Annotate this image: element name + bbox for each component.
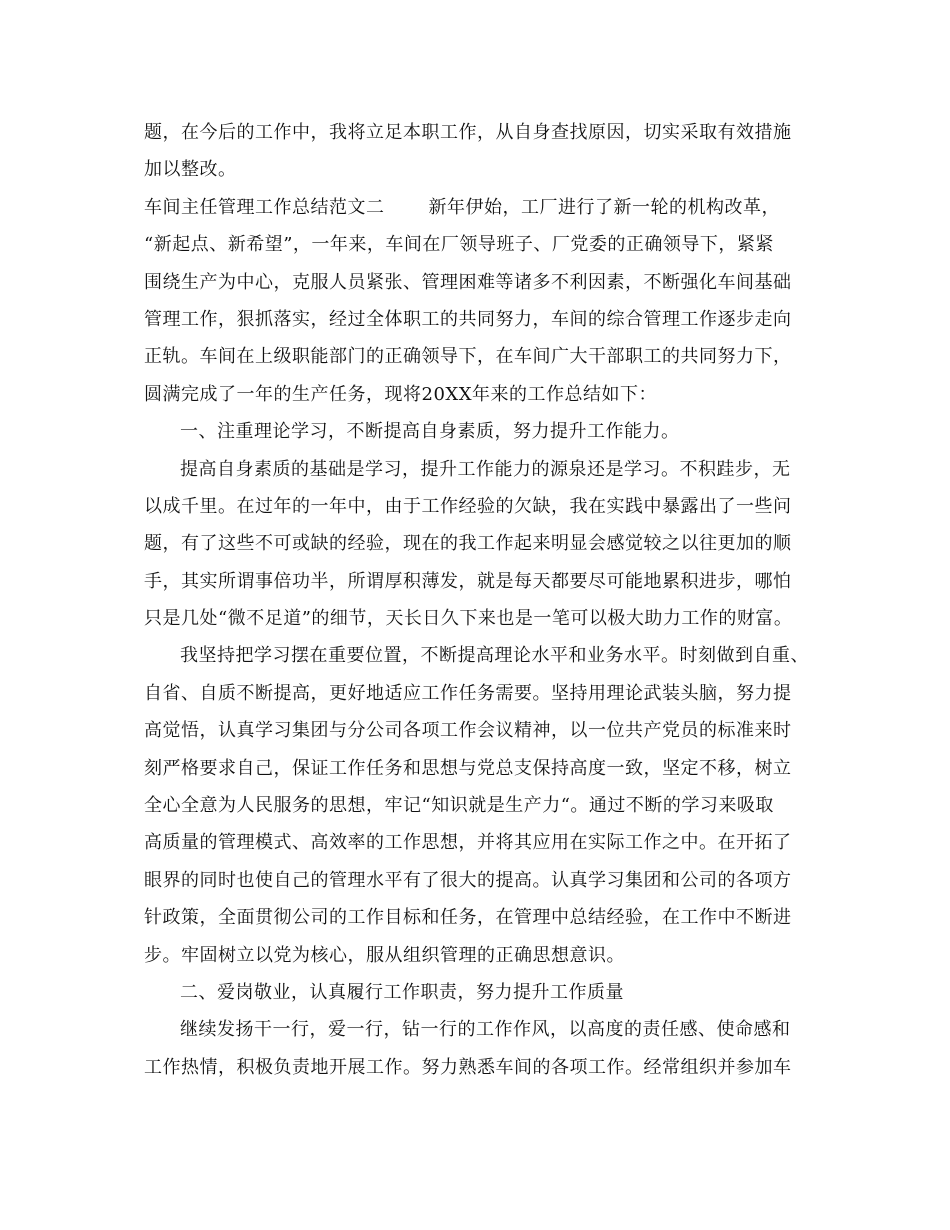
text-line: “新起点、新希望”，一年来，车间在厂领导班子、厂党委的正确领导下，紧紧 [144,234,774,256]
heading-one: 一、注重理论学习，不断提高自身素质，努力提升工作能力。 [180,421,680,443]
text-line: 高觉悟，认真学习集团与分公司各项工作会议精神，以一位共产党员的标准来时 [144,720,792,742]
text-line: 正轨。车间在上级职能部门的正确领导下，在车间广大干部职工的共同努力下， [144,346,792,368]
text-line: 眼界的同时也使自己的管理水平有了很大的提高。认真学习集团和公司的各项方 [144,869,792,891]
text-line: 继续发扬干一行，爱一行，钻一行的工作作风，以高度的责任感、使命感和 [180,1019,791,1041]
text-line: 只是几处“微不足道”的细节，天长日久下来也是一笔可以极大助力工作的财富。 [144,608,793,630]
text-line: 全心全意为人民服务的思想，牢记“知识就是生产力“。通过不断的学习来吸取 [144,795,774,817]
text-line: 我坚持把学习摆在重要位置，不断提高理论水平和业务水平。时刻做到自重、 [180,645,809,667]
document-body [144,114,809,1086]
text-line: 针政策，全面贯彻公司的工作目标和任务，在管理中总结经验，在工作中不断进 [144,907,792,929]
text-line: 手，其实所谓事倍功半，所谓厚积薄发，就是每天都要尽可能地累积进步，哪怕 [144,570,792,592]
text-line: 题，有了这些不可或缺的经验，现在的我工作起来明显会感觉较之以往更加的顺 [144,533,792,555]
text-line: 刻严格要求自己，保证工作任务和思想与党总支保持高度一致，坚定不移，树立 [144,757,792,779]
text-line: 题，在今后的工作中，我将立足本职工作，从自身查找原因，切实采取有效措施 [144,122,792,143]
heading-two: 二、爱岗敬业，认真履行工作职责，努力提升工作质量 [180,981,624,1003]
section-title-line [144,189,804,226]
text-line: 管理工作，狠抓落实，经过全体职工的共同努力，车间的综合管理工作逐步走向 [144,308,792,330]
text-line: 提高自身素质的基础是学习，提升工作能力的源泉还是学习。不积跬步，无 [180,458,791,480]
text-line: 圆满完成了一年的生产任务，现将20XX年来的工作总结如下： [144,383,658,405]
text-line: 围绕生产为中心，克服人员紧张、管理困难等诸多不利因素，不断强化车间基础 [144,271,792,293]
text-line: 步。牢固树立以党为核心，服从组织管理的正确思想意识。 [144,944,625,966]
text-line: 高质量的管理模式、高效率的工作思想，并将其应用在实际工作之中。在开拓了 [144,832,792,854]
text-line: 自省、自质不断提高，更好地适应工作任务需要。坚持用理论武装头脑，努力提 [144,682,792,704]
section-title: 车间主任管理工作总结范文二 [144,196,385,218]
text-line-continuation: 新年伊始，工厂进行了新一轮的机构改革， [428,196,780,218]
text-line: 工作热情，积极负责地开展工作。努力熟悉车间的各项工作。经常组织并参加车 [144,1056,792,1078]
text-line: 加以整改。 [144,159,237,181]
text-line: 以成千里。在过年的一年中，由于工作经验的欠缺，我在实践中暴露出了一些问 [144,495,792,517]
